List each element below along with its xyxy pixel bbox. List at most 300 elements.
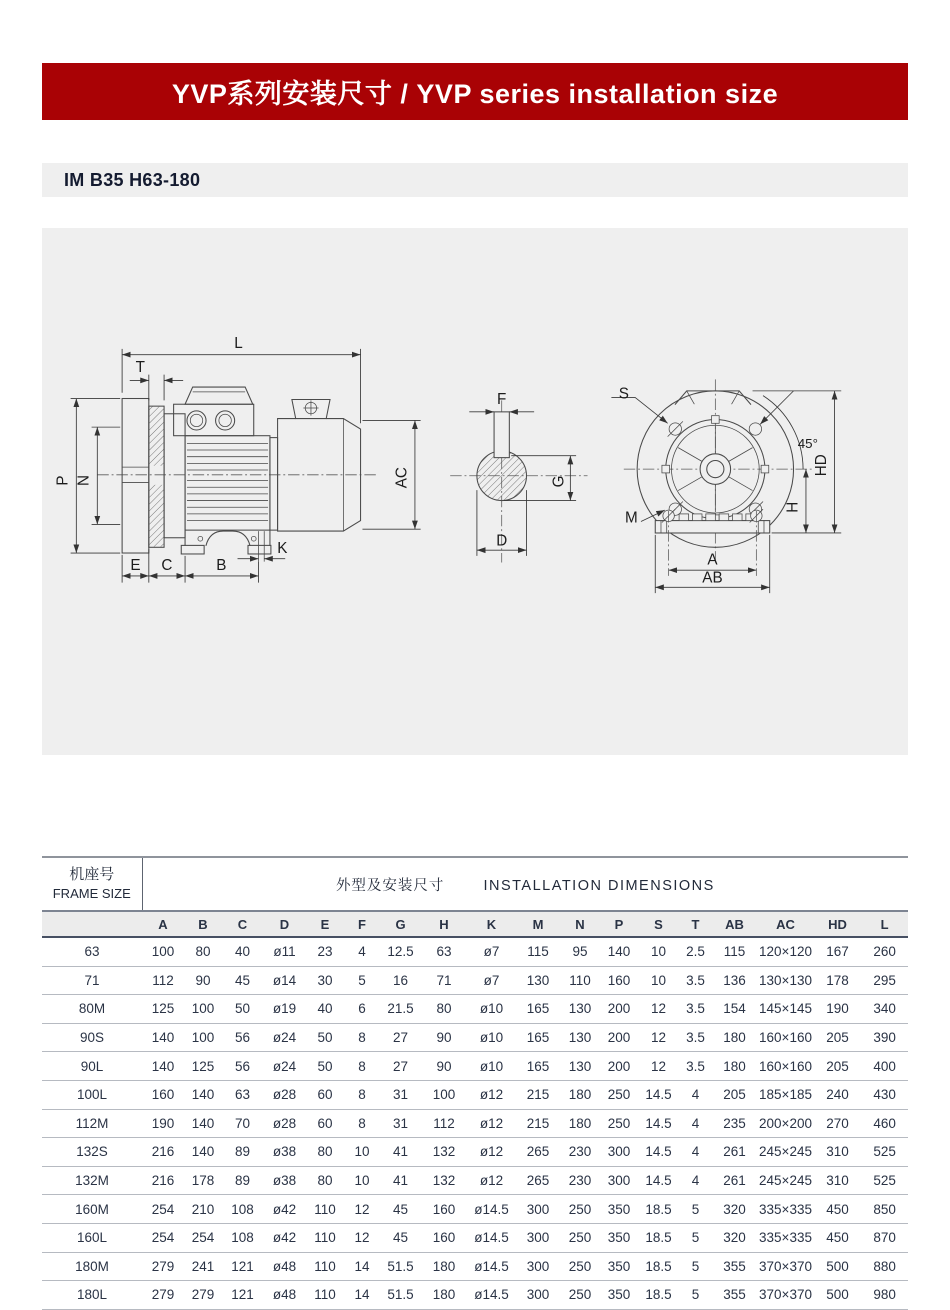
frame-size-value: 180M [42,1252,142,1281]
dimension-value: 108 [222,1195,263,1224]
dimension-value: 250 [560,1281,600,1310]
dimension-value: 350 [600,1195,638,1224]
dim-label-B: B [216,557,227,575]
dim-label-D: D [496,532,508,550]
dimension-value: 145×145 [757,995,814,1024]
dimension-value: 10 [638,937,679,966]
dimension-value: ø14.5 [467,1223,516,1252]
dimension-value: 89 [222,1138,263,1167]
dimension-value: 180 [560,1080,600,1109]
dimension-value: ø38 [263,1138,306,1167]
dimension-value: 4 [344,937,380,966]
dimension-value: 210 [184,1195,222,1224]
dimension-value: 140 [142,1023,184,1052]
dimension-value: 90 [184,966,222,995]
dimension-value: 355 [712,1252,757,1281]
frame-size-value: 90S [42,1023,142,1052]
dimension-value: 4 [679,1109,712,1138]
dimension-table-wrap [42,856,908,1310]
dimension-value: 132 [421,1166,467,1195]
dimension-value: 110 [306,1195,344,1224]
dimension-value: 108 [222,1223,263,1252]
dimension-value: 30 [306,966,344,995]
dimension-value: 5 [679,1195,712,1224]
dimension-value: 3.5 [679,995,712,1024]
dimension-value: 140 [184,1138,222,1167]
dimension-value: 56 [222,1052,263,1081]
dimension-value: 110 [306,1252,344,1281]
dimension-value: 335×335 [757,1195,814,1224]
dimension-value: ø42 [263,1223,306,1252]
table-row [42,1080,908,1109]
dimension-value: 121 [222,1252,263,1281]
dimension-value: 14 [344,1281,380,1310]
title-banner [42,63,908,120]
dimensions-header [142,857,908,911]
dim-label-AC: AC [393,467,411,489]
dimension-value: ø14 [263,966,306,995]
dimension-value: 270 [814,1109,861,1138]
dimension-value: 8 [344,1023,380,1052]
dimension-value: 160 [142,1080,184,1109]
dimension-value: 130 [560,995,600,1024]
dimension-value: 14.5 [638,1080,679,1109]
dimension-value: 41 [380,1138,421,1167]
dimension-value: 165 [516,995,560,1024]
dimension-value: 120×120 [757,937,814,966]
dimension-value: 130×130 [757,966,814,995]
dimension-value: 205 [814,1052,861,1081]
dimension-value: 178 [814,966,861,995]
dimension-value: 200 [600,1052,638,1081]
dimension-value: 100 [184,995,222,1024]
dim-label-F: F [497,391,507,409]
column-header: C [222,911,263,937]
column-header: AB [712,911,757,937]
installation-dimensions-table [42,856,908,1310]
dimension-value: 215 [516,1080,560,1109]
dimension-value: 12 [344,1223,380,1252]
dimension-value: 140 [184,1109,222,1138]
dimension-value: 8 [344,1109,380,1138]
dim-label-S: S [618,385,629,403]
dimensions-header-en: INSTALLATION DIMENSIONS [483,877,715,894]
dimension-value: 4 [679,1166,712,1195]
column-header: B [184,911,222,937]
dimension-value: 90 [421,1023,467,1052]
dimension-value: 3.5 [679,1023,712,1052]
frame-size-value: 132M [42,1166,142,1195]
dimension-value: 140 [600,937,638,966]
dimension-value: 12 [344,1195,380,1224]
dimension-value: 45 [222,966,263,995]
dimension-value: 254 [184,1223,222,1252]
dimension-value: 245×245 [757,1138,814,1167]
dim-label-G: G [550,475,568,488]
dimension-value: ø12 [467,1166,516,1195]
dimension-value: 6 [344,995,380,1024]
dimension-value: 10 [344,1166,380,1195]
dimension-value: 180 [560,1109,600,1138]
front-view [624,379,815,562]
frame-size-value: 180L [42,1281,142,1310]
dimension-value: 230 [560,1138,600,1167]
dimension-value: 254 [142,1195,184,1224]
dimension-value: 154 [712,995,757,1024]
dim-label-E: E [130,557,141,575]
column-header: A [142,911,184,937]
dimension-value: 400 [861,1052,908,1081]
dimension-value: ø19 [263,995,306,1024]
dimension-value: 125 [142,995,184,1024]
dimension-value: 100 [184,1023,222,1052]
column-header-blank [42,911,142,937]
dimension-value: 180 [712,1052,757,1081]
dimension-value: 110 [306,1281,344,1310]
dimension-value: 45 [380,1195,421,1224]
dimension-value: 12 [638,1052,679,1081]
dimension-value: 216 [142,1166,184,1195]
dimension-value: 18.5 [638,1223,679,1252]
frame-size-value: 80M [42,995,142,1024]
dimension-value: 320 [712,1223,757,1252]
dimension-value: 115 [712,937,757,966]
column-header: AC [757,911,814,937]
dimension-value: 50 [222,995,263,1024]
frame-size-value: 160M [42,1195,142,1224]
dimension-value: ø14.5 [467,1252,516,1281]
table-row [42,1109,908,1138]
dimension-value: 3.5 [679,966,712,995]
dimension-value: 245×245 [757,1166,814,1195]
dimension-value: 350 [600,1281,638,1310]
dimension-value: 300 [600,1166,638,1195]
dimension-value: 51.5 [380,1281,421,1310]
dimension-value: 241 [184,1252,222,1281]
dimension-value: 340 [861,995,908,1024]
dimension-value: 50 [306,1052,344,1081]
dimension-value: 460 [861,1109,908,1138]
dimension-value: 140 [184,1080,222,1109]
dim-label-M: M [625,509,638,527]
dimension-value: 136 [712,966,757,995]
dimension-value: 525 [861,1166,908,1195]
dimension-value: 112 [142,966,184,995]
dimension-value: 14.5 [638,1138,679,1167]
dimension-value: 310 [814,1138,861,1167]
dimension-value: 450 [814,1223,861,1252]
dimension-value: 41 [380,1166,421,1195]
dimension-value: 350 [600,1223,638,1252]
frame-size-header-cn: 机座号 [69,866,115,884]
dimension-value: 500 [814,1281,861,1310]
motor-dimension-drawing [42,228,908,755]
dimension-value: 110 [306,1223,344,1252]
dimension-value: 12 [638,995,679,1024]
dimension-value: 180 [421,1281,467,1310]
frame-size-value: 71 [42,966,142,995]
dimension-value: 250 [600,1080,638,1109]
dimension-value: 250 [600,1109,638,1138]
dimension-value: 390 [861,1023,908,1052]
dimension-value: 12.5 [380,937,421,966]
dimension-value: ø14.5 [467,1281,516,1310]
dimension-value: 250 [560,1223,600,1252]
dimension-value: 279 [142,1252,184,1281]
dimension-value: 300 [600,1138,638,1167]
dimension-value: 261 [712,1138,757,1167]
table-body [42,937,908,1309]
dim-label-C: C [161,557,173,575]
dim-label-HD: HD [812,454,830,477]
dimension-value: 12 [638,1023,679,1052]
dimension-value: 14.5 [638,1109,679,1138]
dimension-value: 525 [861,1138,908,1167]
dimension-value: 63 [222,1080,263,1109]
dimension-value: 160×160 [757,1052,814,1081]
dimension-value: 40 [306,995,344,1024]
dimension-value: 40 [222,937,263,966]
dimension-value: 50 [306,1023,344,1052]
dimension-value: 3.5 [679,1052,712,1081]
column-header-row [42,911,908,937]
mounting-type-label: IM B35 H63-180 [64,169,201,190]
dimension-value: 430 [861,1080,908,1109]
column-header: T [679,911,712,937]
dimension-value: 500 [814,1252,861,1281]
dimension-value: 2.5 [679,937,712,966]
dimension-value: 8 [344,1080,380,1109]
dimension-value: 10 [344,1138,380,1167]
dimension-value: ø38 [263,1166,306,1195]
dimension-value: 5 [344,966,380,995]
dimension-value: ø14.5 [467,1195,516,1224]
column-header: K [467,911,516,937]
dimension-value: 18.5 [638,1252,679,1281]
dimension-value: ø42 [263,1195,306,1224]
dimension-value: 140 [142,1052,184,1081]
dimension-value: 261 [712,1166,757,1195]
dimension-value: 165 [516,1023,560,1052]
dimension-value: ø7 [467,937,516,966]
dimension-value: 230 [560,1166,600,1195]
table-band-row [42,857,908,911]
dimension-value: 31 [380,1109,421,1138]
dimension-value: 115 [516,937,560,966]
dimension-value: 16 [380,966,421,995]
dimension-value: 70 [222,1109,263,1138]
dimension-value: 31 [380,1080,421,1109]
dimension-value: 14.5 [638,1166,679,1195]
dimension-value: 279 [184,1281,222,1310]
dimension-value: 10 [638,966,679,995]
dimension-value: ø10 [467,995,516,1024]
side-view [97,387,377,562]
dimension-value: 56 [222,1023,263,1052]
dimension-value: 205 [712,1080,757,1109]
dimension-value: 200 [600,1023,638,1052]
dimension-value: 4 [679,1080,712,1109]
dimension-value: 27 [380,1023,421,1052]
side-view-dimensions [71,349,421,583]
mounting-type-bar [42,163,908,197]
dimension-value: ø24 [263,1023,306,1052]
dimension-value: 5 [679,1252,712,1281]
dimension-value: 216 [142,1138,184,1167]
dimension-value: 880 [861,1252,908,1281]
column-header: HD [814,911,861,937]
dimension-value: ø48 [263,1252,306,1281]
dimension-value: 125 [184,1052,222,1081]
dimension-value: 265 [516,1138,560,1167]
table-row [42,1223,908,1252]
dimension-value: 18.5 [638,1195,679,1224]
dimension-value: 870 [861,1223,908,1252]
dimension-value: 110 [560,966,600,995]
dimension-value: 80 [306,1166,344,1195]
dimension-value: 80 [184,937,222,966]
dimension-value: ø28 [263,1080,306,1109]
dimension-value: 8 [344,1052,380,1081]
dimension-value: 130 [560,1023,600,1052]
dimension-value: 180 [421,1252,467,1281]
dimension-value: 132 [421,1138,467,1167]
dimension-value: 60 [306,1109,344,1138]
dim-label-N: N [75,475,93,487]
table-row [42,1166,908,1195]
dim-label-T: T [135,358,145,376]
dimension-value: 160 [421,1195,467,1224]
dimension-value: 180 [712,1023,757,1052]
column-header: G [380,911,421,937]
frame-size-header [42,857,142,911]
dimension-value: 18.5 [638,1281,679,1310]
dimension-value: 130 [560,1052,600,1081]
table-row [42,1252,908,1281]
page-title: YVP系列安装尺寸 / YVP series installation size [171,79,779,109]
dimension-value: ø10 [467,1023,516,1052]
column-header: F [344,911,380,937]
table-row [42,937,908,966]
column-header: S [638,911,679,937]
frame-size-value: 112M [42,1109,142,1138]
dimension-value: 121 [222,1281,263,1310]
dimensions-header-cn: 外型及安装尺寸 [335,877,445,894]
dimension-value: 190 [814,995,861,1024]
table-row [42,966,908,995]
dimension-value: 160×160 [757,1023,814,1052]
dimension-value: 350 [600,1252,638,1281]
dimension-value: 112 [421,1109,467,1138]
table-row [42,1138,908,1167]
dimension-value: 370×370 [757,1281,814,1310]
dimension-value: 51.5 [380,1252,421,1281]
dimension-value: 21.5 [380,995,421,1024]
dimension-value: 279 [142,1281,184,1310]
dimension-value: 250 [560,1195,600,1224]
dimension-value: 100 [421,1080,467,1109]
column-header: L [861,911,908,937]
dimension-value: 80 [421,995,467,1024]
dimension-value: 167 [814,937,861,966]
dimension-value: 160 [600,966,638,995]
dimension-value: 190 [142,1109,184,1138]
dimension-value: ø28 [263,1109,306,1138]
table-row [42,1195,908,1224]
dimension-value: 100 [142,937,184,966]
dimension-value: ø48 [263,1281,306,1310]
frame-size-header-en: FRAME SIZE [52,886,131,902]
dim-label-AB: AB [702,569,723,587]
dimension-value: ø10 [467,1052,516,1081]
dimension-value: 27 [380,1052,421,1081]
dim-label-P: P [54,475,72,486]
dimension-value: 450 [814,1195,861,1224]
dimension-value: 335×335 [757,1223,814,1252]
dimension-value: 310 [814,1166,861,1195]
dimension-value: 71 [421,966,467,995]
dimension-value: 205 [814,1023,861,1052]
column-header: M [516,911,560,937]
dim-label-K: K [277,540,288,558]
dimension-value: 23 [306,937,344,966]
dimension-value: 130 [516,966,560,995]
table-row [42,1052,908,1081]
column-header: D [263,911,306,937]
dimension-value: 165 [516,1052,560,1081]
column-header: P [600,911,638,937]
dimension-value: ø12 [467,1138,516,1167]
dimension-value: 60 [306,1080,344,1109]
dimension-value: 178 [184,1166,222,1195]
dim-label-L: L [234,334,243,352]
dimension-value: ø12 [467,1109,516,1138]
table-row [42,995,908,1024]
frame-size-value: 132S [42,1138,142,1167]
dimension-value: 355 [712,1281,757,1310]
dimension-value: 95 [560,937,600,966]
dimension-value: 300 [516,1195,560,1224]
frame-size-value: 160L [42,1223,142,1252]
dimension-value: 185×185 [757,1080,814,1109]
table-row [42,1023,908,1052]
dimension-value: 215 [516,1109,560,1138]
dimension-value: 5 [679,1223,712,1252]
dimension-value: 200 [600,995,638,1024]
dimension-value: 90 [421,1052,467,1081]
dimension-value: ø7 [467,966,516,995]
dimension-value: ø12 [467,1080,516,1109]
dimension-value: 160 [421,1223,467,1252]
dimension-value: 850 [861,1195,908,1224]
dimension-value: 300 [516,1281,560,1310]
dimension-value: 89 [222,1166,263,1195]
dimension-value: 260 [861,937,908,966]
dimension-value: ø11 [263,937,306,966]
dimension-value: 320 [712,1195,757,1224]
dimension-value: 300 [516,1252,560,1281]
dimension-value: 45 [380,1223,421,1252]
column-header: H [421,911,467,937]
dimension-value: 14 [344,1252,380,1281]
dimension-value: 250 [560,1252,600,1281]
technical-drawing-panel [42,228,908,755]
dimension-value: 300 [516,1223,560,1252]
table-row [42,1281,908,1310]
dimension-value: 235 [712,1109,757,1138]
dimension-value: 370×370 [757,1252,814,1281]
dimension-value: 265 [516,1166,560,1195]
